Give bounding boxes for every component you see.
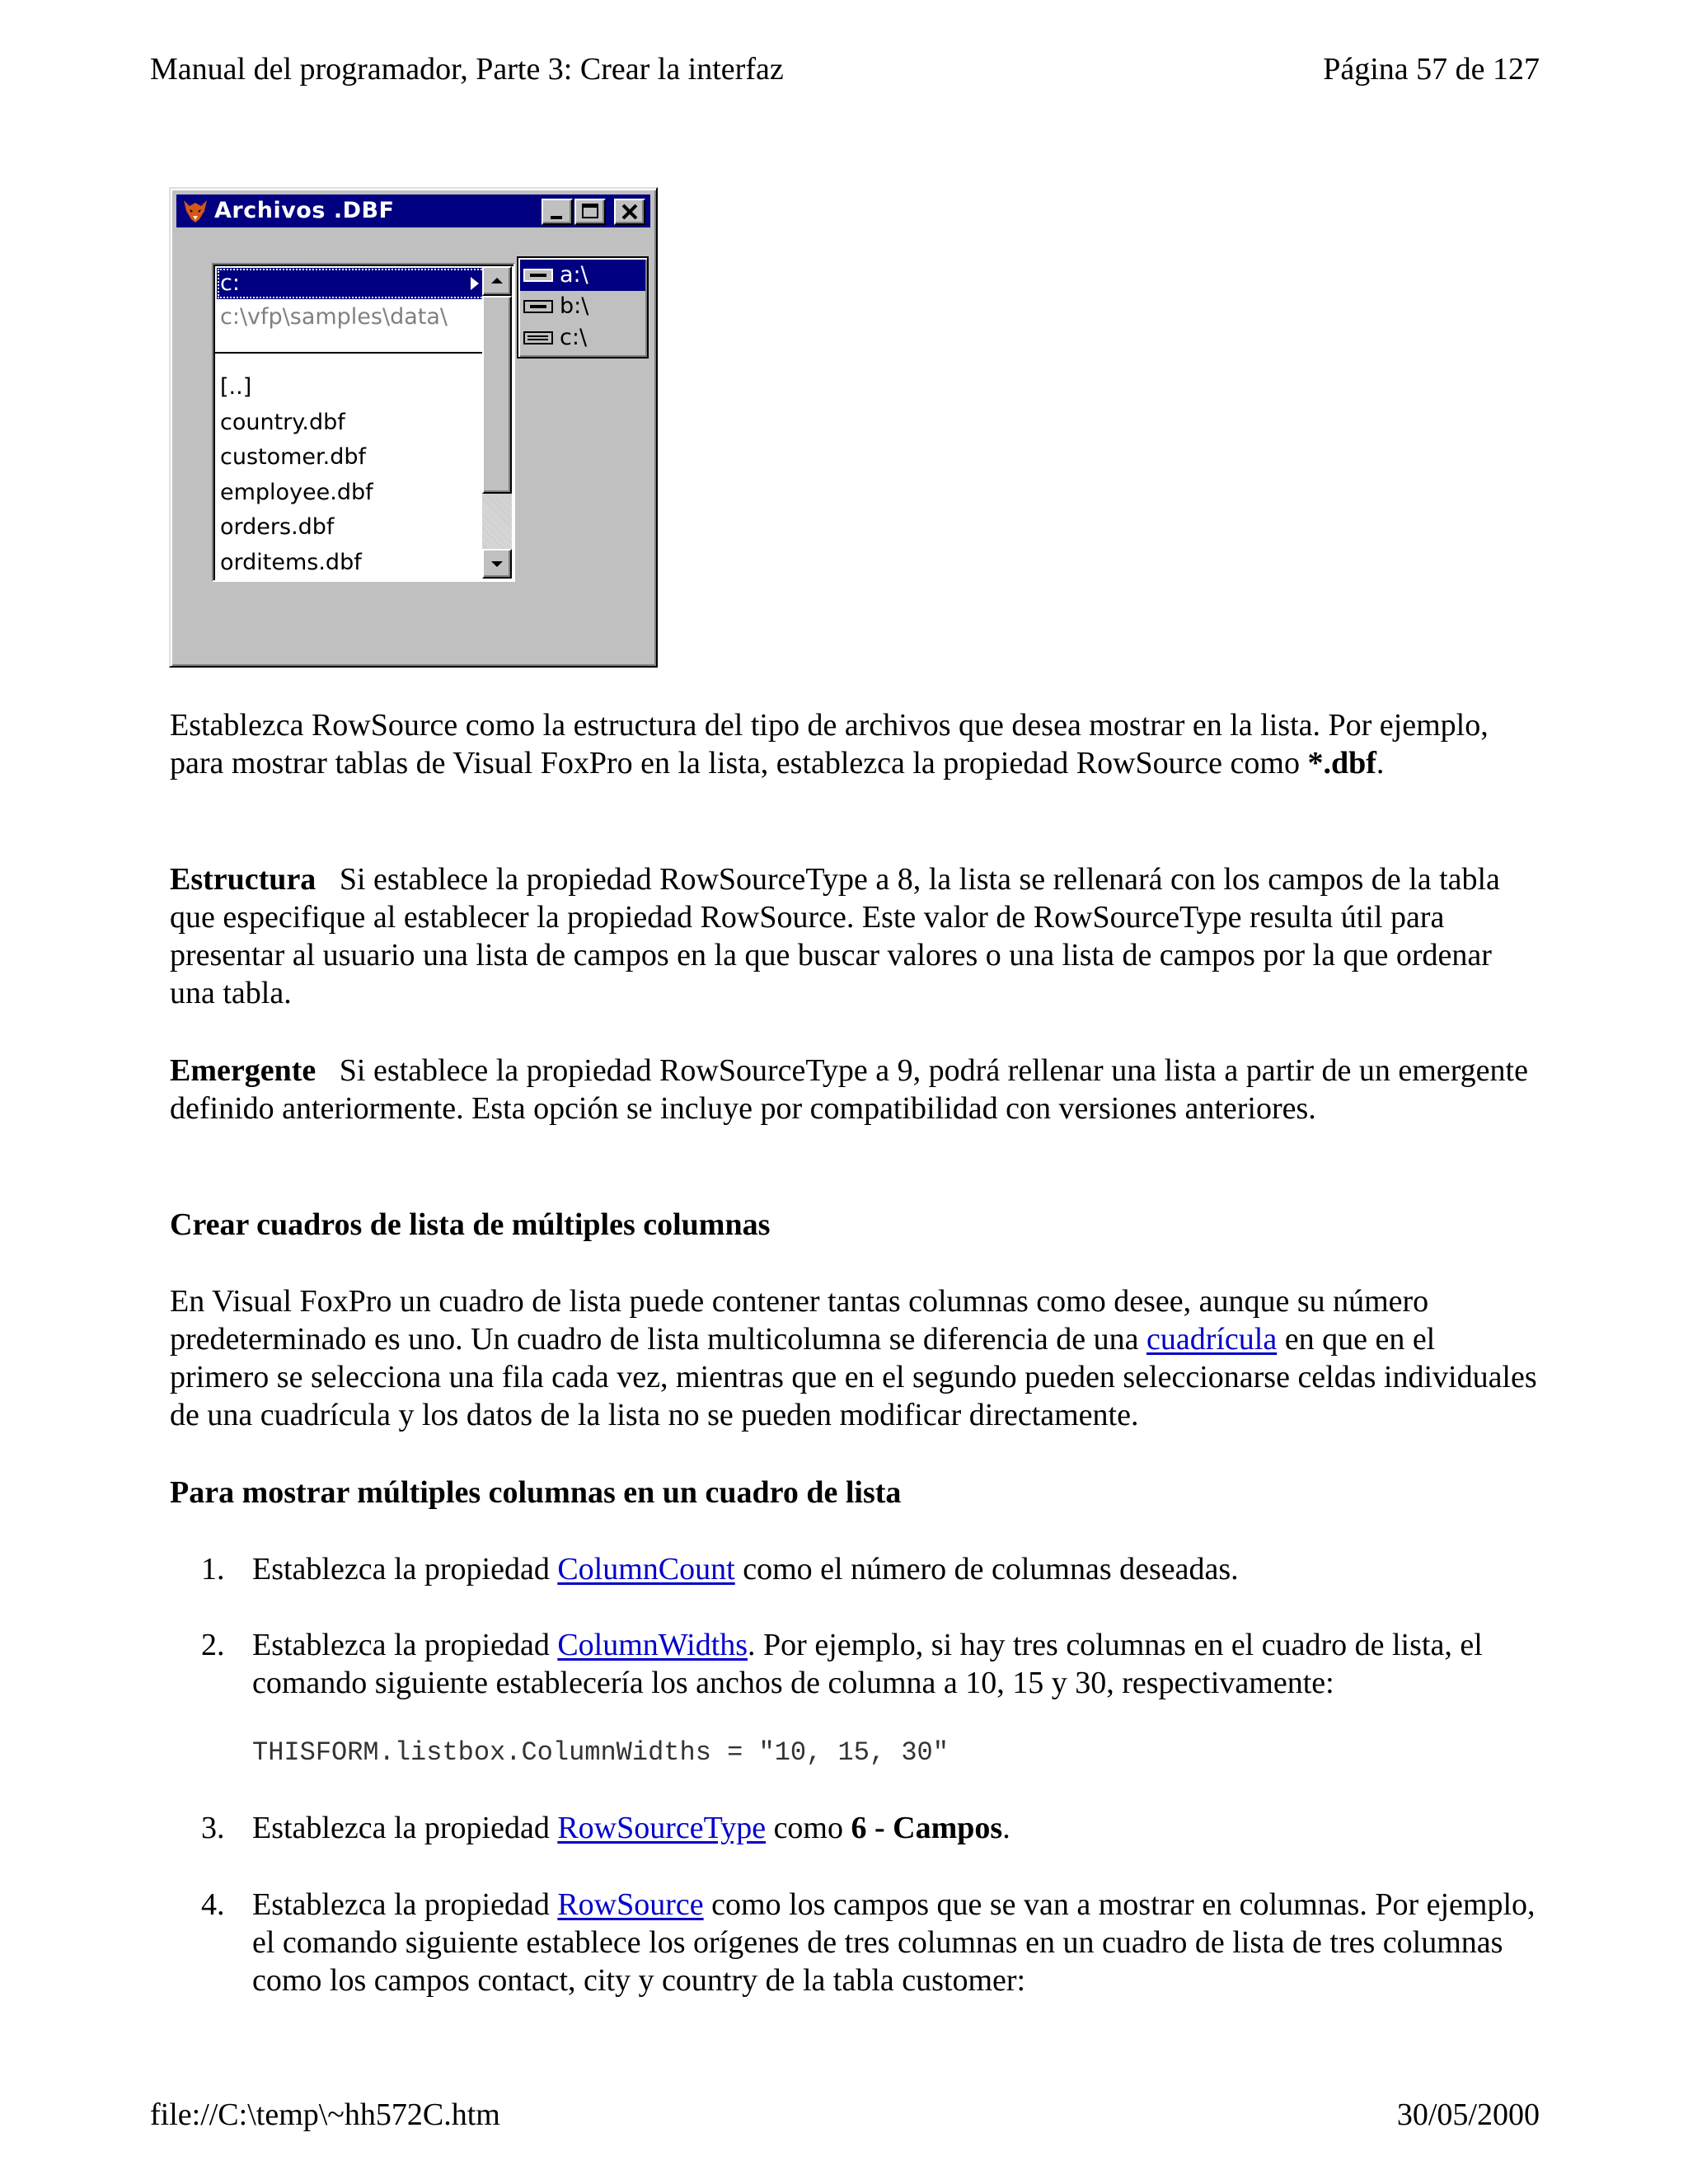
- code-sample: THISFORM.listbox.ColumnWidths = "10, 15, 30": [252, 1737, 949, 1768]
- paragraph-multicolumna: En Visual FoxPro un cuadro de lista puede contener tantas columnas como desee, aunque su número predeterminado es uno. Un cuadro de lista multicolumna se diferencia de una cuadrícula en que en el primero se selecciona una fila cada vez, mientras que en el segundo pueden seleccionarse celdas individuales de una cuadrícula y los datos de la lista no se pueden modificar directamente.: [170, 1284, 1537, 1432]
- minimize-button[interactable]: [542, 199, 573, 225]
- link-cuadricula[interactable]: cuadrícula: [1146, 1322, 1278, 1357]
- window-title: Archivos .DBF: [214, 198, 395, 223]
- procedure-heading: Para mostrar múltiples columnas en un cuadro de lista: [170, 1475, 902, 1510]
- drive-value: c:: [220, 270, 240, 296]
- step-4: Establezca la propiedad RowSource como los campos que se van a mostrar en columnas. Por ejemplo, el comando siguiente establece los orígenes de tres columnas en un cuadro de lista de tres columnas como los campos contact, city y country de la tabla customer:: [252, 1887, 1536, 1998]
- paragraph-estructura: Estructura Si establece la propiedad RowSourceType a 8, la lista se rellenará con los campos de la tabla que especifique al establecer la propiedad RowSource. Este valor de RowSourceType resulta útil para presentar al usuario una lista de campos en la que buscar valores o una lista de campos por la que ordenar una tabla.: [170, 862, 1500, 1010]
- dbf-pattern: *.dbf: [1307, 746, 1376, 780]
- footer-path: file://C:\temp\~hh572C.htm: [150, 2097, 500, 2132]
- step-number: 3.: [201, 1811, 225, 1845]
- step-number: 1.: [201, 1552, 225, 1586]
- maximize-icon: [576, 200, 604, 223]
- link-rowsource[interactable]: RowSource: [557, 1887, 704, 1922]
- drive-item-c[interactable]: [520, 322, 645, 354]
- drive-dropdown[interactable]: [217, 268, 485, 299]
- step-2: Establezca la propiedad ColumnWidths. Por ejemplo, si hay tres columnas en el cuadro de lista, el comando siguiente establecería los anchos de columna a 10, 15 y 30, respectivamente:: [252, 1628, 1483, 1700]
- current-path: c:\vfp\samples\data\: [220, 304, 448, 330]
- link-columnwidths[interactable]: ColumnWidths: [557, 1628, 748, 1662]
- step-number: 2.: [201, 1628, 225, 1662]
- file-list: [220, 370, 373, 580]
- arrow-right-icon: [471, 277, 479, 290]
- list-item[interactable]: orditems.dbf: [220, 549, 362, 575]
- list-item[interactable]: customer.dbf: [220, 444, 367, 470]
- step-number: 4.: [201, 1887, 225, 1922]
- maximize-button[interactable]: [574, 199, 606, 225]
- drive-label: c:\: [560, 325, 588, 350]
- footer-date: 30/05/2000: [1396, 2097, 1540, 2132]
- fox-icon: [181, 198, 209, 224]
- scroll-thumb[interactable]: [482, 296, 512, 494]
- archivos-dbf-window: [169, 187, 658, 668]
- close-button[interactable]: [614, 199, 645, 225]
- floppy-drive-icon: [523, 268, 555, 284]
- term-estructura: Estructura: [170, 862, 316, 897]
- drive-item-a[interactable]: [520, 260, 645, 291]
- drives-popup: [517, 256, 649, 359]
- page-number: Página 57 de 127: [1323, 52, 1540, 87]
- drive-item-b[interactable]: [520, 291, 645, 322]
- drive-label: b:\: [560, 293, 589, 319]
- window-titlebar[interactable]: [176, 194, 650, 227]
- divider: [215, 352, 487, 354]
- hard-drive-icon: [523, 330, 555, 347]
- floppy-drive-icon: [523, 299, 555, 316]
- close-icon: [616, 200, 644, 223]
- step-3: Establezca la propiedad RowSourceType como 6 - Campos.: [252, 1811, 1010, 1845]
- arrow-up-icon: [484, 268, 510, 294]
- arrow-down-icon: [484, 551, 510, 577]
- list-item[interactable]: orders.dbf: [220, 514, 335, 540]
- scroll-down-button[interactable]: [482, 549, 512, 579]
- link-rowsourcetype[interactable]: RowSourceType: [557, 1811, 767, 1845]
- section-heading: Crear cuadros de lista de múltiples columnas: [170, 1207, 771, 1242]
- minimize-icon: [543, 200, 571, 223]
- campos-value: 6 - Campos: [851, 1811, 1003, 1845]
- drive-label: a:\: [560, 262, 588, 288]
- list-item[interactable]: country.dbf: [220, 409, 345, 435]
- scroll-up-button[interactable]: [482, 266, 512, 296]
- list-item[interactable]: employee.dbf: [220, 479, 373, 505]
- term-emergente: Emergente: [170, 1053, 316, 1088]
- paragraph-rowsource: Establezca RowSource como la estructura del tipo de archivos que desea mostrar en la lista. Por ejemplo, para mostrar tablas de Visual FoxPro en la lista, establezca la propiedad RowSource como *.dbf.: [170, 708, 1489, 780]
- link-columncount[interactable]: ColumnCount: [557, 1552, 735, 1586]
- paragraph-emergente: Emergente Si establece la propiedad RowSourceType a 9, podrá rellenar una lista a partir de un emergente definido anteriormente. Esta opción se incluye por compatibilidad con versiones anteriores.: [170, 1053, 1528, 1126]
- step-1: Establezca la propiedad ColumnCount como el número de columnas deseadas.: [252, 1552, 1239, 1586]
- list-item[interactable]: [..]: [220, 374, 252, 400]
- vertical-scrollbar[interactable]: [482, 266, 512, 579]
- header-title: Manual del programador, Parte 3: Crear la interfaz: [150, 52, 784, 87]
- directory-list[interactable]: [212, 263, 515, 582]
